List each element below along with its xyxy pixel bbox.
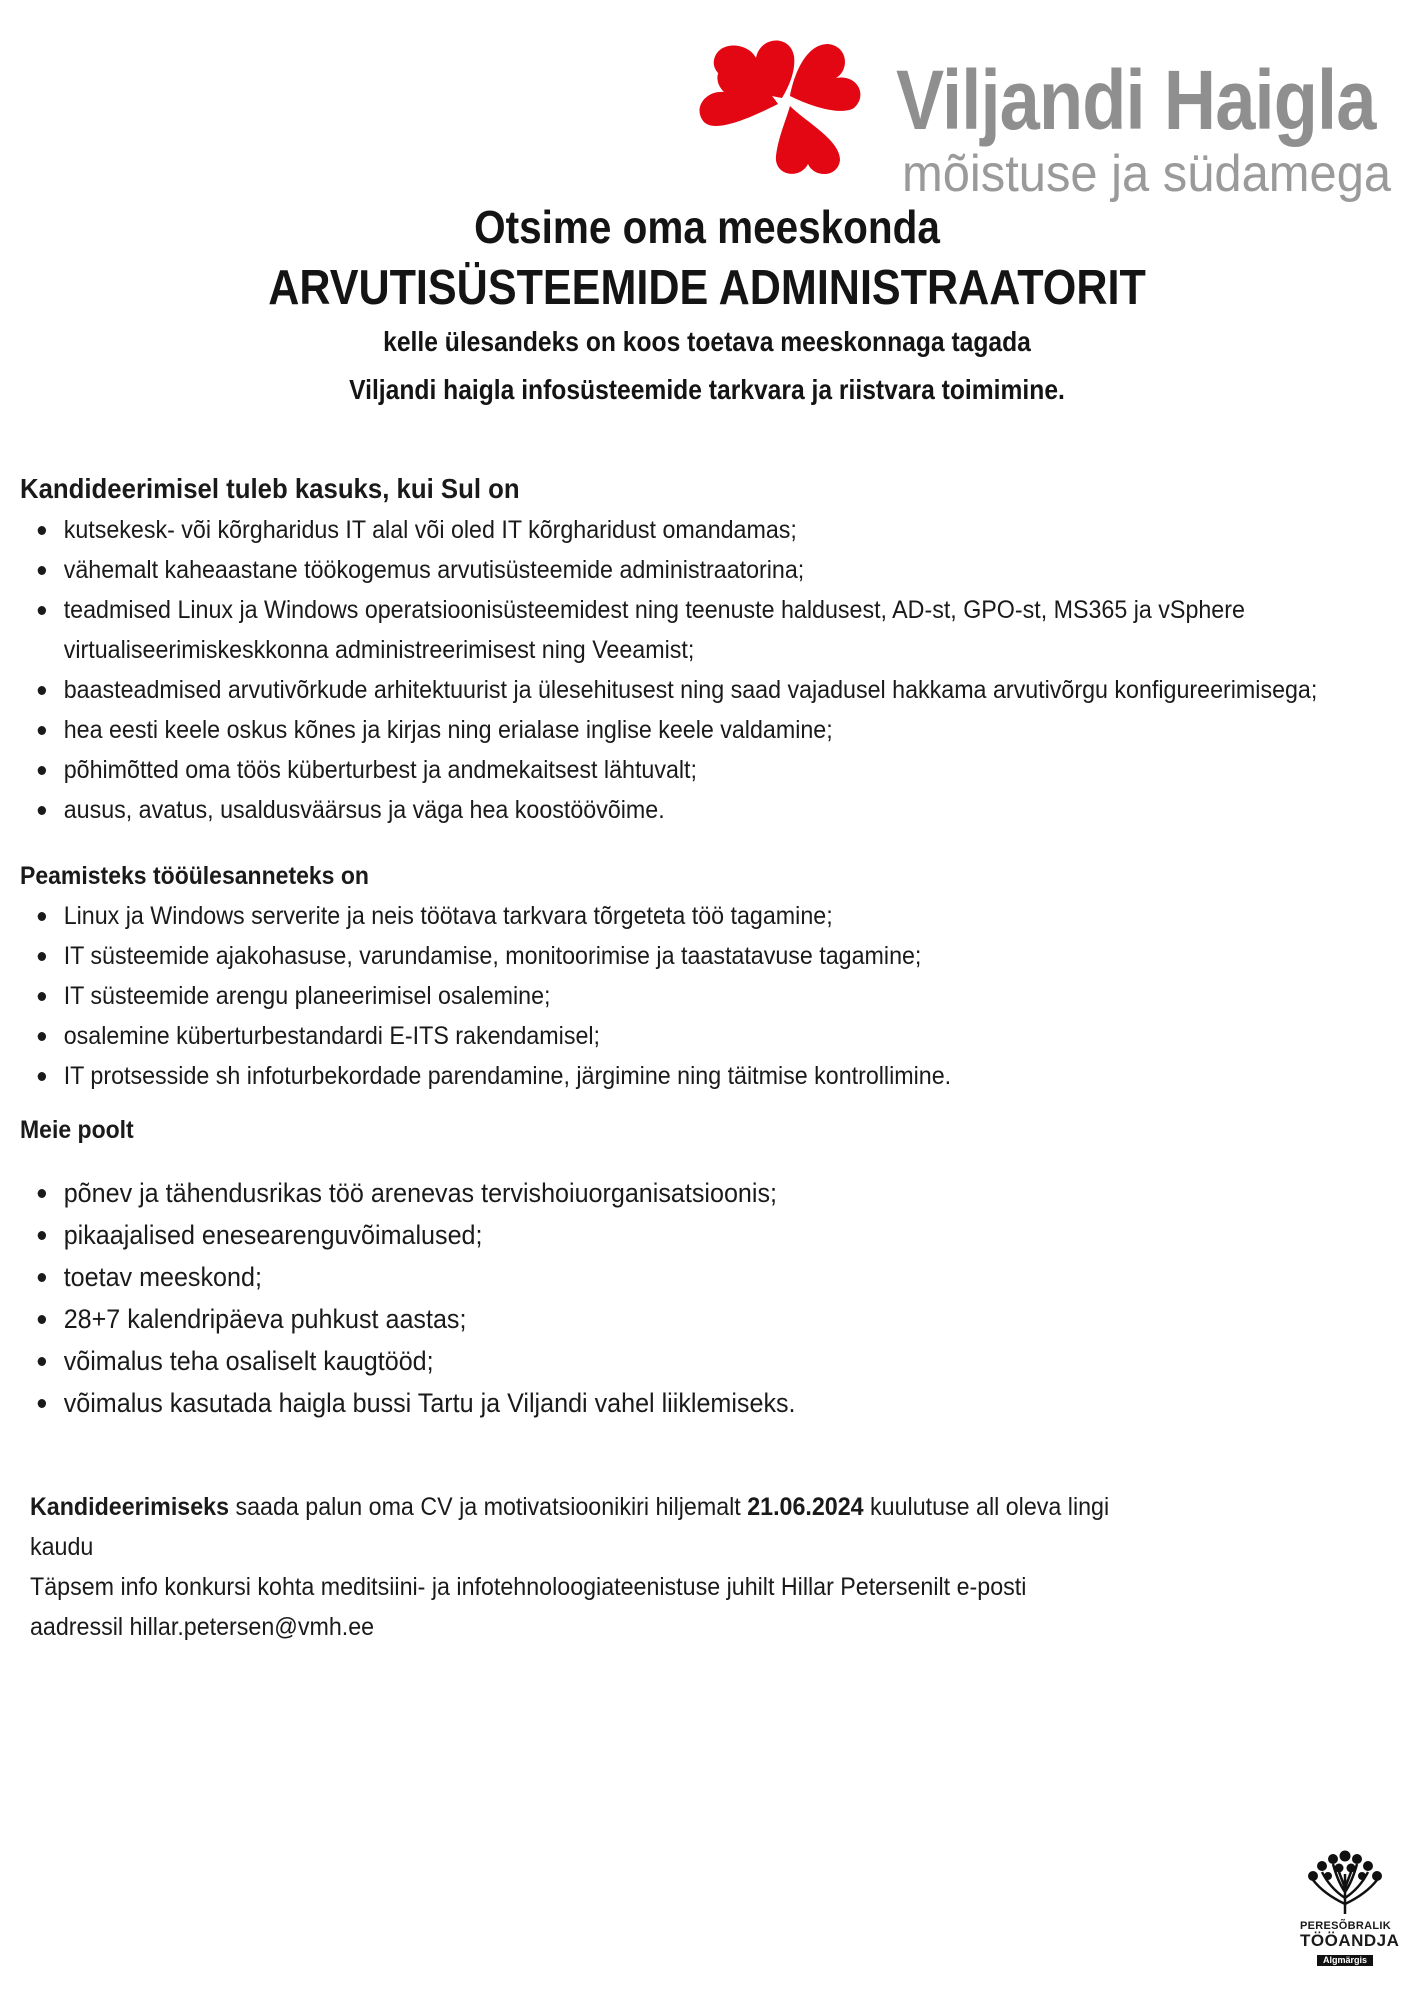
job-title: ARVUTISÜSTEEMIDE ADMINISTRAATORIT — [268, 261, 1146, 315]
list-item: võimalus teha osaliselt kaugtööd; — [20, 1340, 1356, 1382]
list-item: baasteadmised arvutivõrkude arhitektuurist ja ülesehitusest ning saad vajadusel hakkama arvutivõrgu konfigureerimisega; — [20, 670, 1356, 710]
application-instructions — [30, 1487, 1267, 1527]
contact-info-2: aadressil hillar.petersen@vmh.ee — [30, 1613, 375, 1641]
badge-line-2: TÖÖANDJA — [1300, 1931, 1400, 1950]
apply-text: saada palun oma CV ja motivatsioonikiri hiljemalt — [229, 1493, 748, 1521]
list-item: hea eesti keele oskus kõnes ja kirjas ning erialase inglise keele valdamine; — [20, 710, 1356, 750]
job-description — [20, 468, 1350, 1424]
list-item: IT süsteemide arengu planeerimisel osalemine; — [20, 976, 1356, 1016]
hospital-logo — [690, 30, 1392, 205]
headline-subtitle-2: Viljandi haigla infosüsteemide tarkvara ja riistvara toimimine. — [349, 374, 1065, 405]
duties-list — [20, 896, 1350, 1096]
list-item: põnev ja tähendusrikas töö arenevas tervishoiuorganisatsioonis; — [20, 1172, 1356, 1214]
section-title-benefits: Meie poolt — [20, 1116, 134, 1144]
list-item: IT protsesside sh infoturbekordade parendamine, järgimine ning täitmise kontrollimine. — [20, 1056, 1356, 1096]
list-item: teadmised Linux ja Windows operatsioonisüsteemidest ning teenuste haldusest, AD-st, GPO-st, MS365 ja vSphere virtualiseerimiskeskkonna administreerimisest ning Veeamist; — [20, 590, 1356, 670]
list-item: võimalus kasutada haigla bussi Tartu ja Viljandi vahel liiklemiseks. — [20, 1382, 1356, 1424]
family-friendly-employer-badge — [1300, 1848, 1400, 1978]
list-item: ausus, avatus, usaldusväärsus ja väga hea koostöövõime. — [20, 790, 1356, 830]
tree-people-icon — [1300, 1848, 1390, 1918]
apply-lead: Kandideerimiseks — [30, 1493, 230, 1521]
list-item: IT süsteemide ajakohasuse, varundamise, monitoorimise ja taastatavuse tagamine; — [20, 936, 1356, 976]
section-title-requirements: Kandideerimisel tuleb kasuks, kui Sul on — [20, 473, 520, 504]
apply-tail: kuulutuse all oleva lingi — [863, 1493, 1110, 1521]
section-title-duties: Peamisteks tööülesanneteks on — [20, 862, 369, 890]
badge-line-3: Algmärgis — [1317, 1955, 1373, 1966]
apply-tail-2: kaudu — [30, 1533, 94, 1561]
list-item: põhimõtted oma töös küberturbest ja andmekaitsest lähtuvalt; — [20, 750, 1356, 790]
job-headline — [0, 198, 1414, 414]
list-item: osalemine küberturbestandardi E-ITS rakendamisel; — [20, 1016, 1356, 1056]
application-deadline: 21.06.2024 — [747, 1493, 864, 1521]
list-item: toetav meeskond; — [20, 1256, 1356, 1298]
list-item: Linux ja Windows serverite ja neis töötava tarkvara tõrgeteta töö tagamine; — [20, 896, 1356, 936]
list-item: 28+7 kalendripäeva puhkust aastas; — [20, 1298, 1356, 1340]
headline-intro: Otsime oma meeskonda — [474, 201, 940, 253]
headline-subtitle-1: kelle ülesandeks on koos toetava meeskonnaga tagada — [383, 326, 1031, 357]
badge-line-1: PERESÕBRALIK — [1300, 1920, 1391, 1932]
list-item: kutsekesk- või kõrgharidus IT alal või oled IT kõrgharidust omandamas; — [20, 510, 1356, 550]
benefits-list — [20, 1172, 1350, 1424]
application-info — [30, 1487, 1290, 1647]
list-item: pikaajalised enesearenguvõimalused; — [20, 1214, 1356, 1256]
logo-tagline: mõistuse ja südamega — [902, 145, 1392, 203]
requirements-list — [20, 510, 1350, 830]
heart-flower-logo-icon — [690, 30, 880, 180]
logo-name: Viljandi Haigla — [896, 53, 1376, 147]
list-item: vähemalt kaheaastane töökogemus arvutisüsteemide administraatorina; — [20, 550, 1356, 590]
contact-info-1: Täpsem info konkursi kohta meditsiini- ja infotehnoloogiateenistuse juhilt Hillar Petersenilt e-posti — [30, 1573, 1027, 1601]
